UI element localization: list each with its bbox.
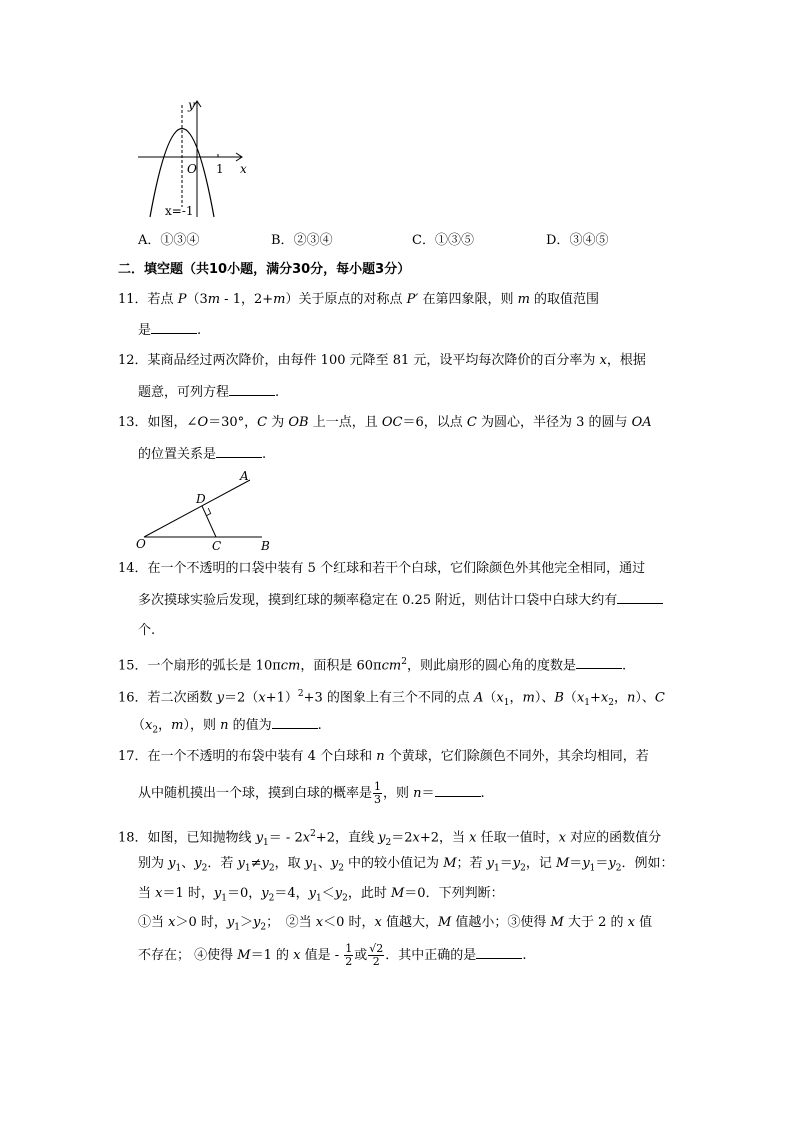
right-angle-mark: [207, 508, 211, 515]
answer-blank[interactable]: [216, 445, 262, 458]
question-16-line2: （$x_2$，m），则 n 的值为 .: [132, 718, 322, 736]
option-text: ①③④: [160, 233, 200, 248]
x-axis: [138, 153, 242, 161]
origin-label: O: [187, 162, 197, 176]
option-letter: A．: [138, 233, 161, 248]
question-12-line1: 12．某商品经过两次降价，由每件 100 元降至 81 元，设平均每次降价的百分率为 x，根据: [118, 353, 646, 368]
y-axis: [193, 101, 201, 217]
answer-blank[interactable]: [476, 946, 522, 959]
angle-figure: [130, 468, 280, 553]
answer-blank[interactable]: [151, 321, 197, 334]
option-c[interactable]: [412, 229, 474, 248]
fraction-one-third: $\frac{1}{3}$: [374, 780, 382, 806]
question-17-line2: 从中随机摸出一个球，摸到白球的概率是 $\frac{1}{3}$ ，则 n＝ .: [138, 780, 485, 806]
point-d-label: D: [196, 492, 206, 506]
option-letter: D．: [546, 233, 570, 248]
question-11-line2: 是 .: [138, 323, 202, 338]
one-label: 1: [216, 162, 224, 176]
parabola-figure: [130, 95, 260, 225]
option-letter: B．: [271, 233, 294, 248]
option-a[interactable]: [138, 229, 199, 248]
question-18-line2: 别为 $y_1$、$y_2$．若 $y_1\ne y_2$，取 $y_1$、$y_2$ 中的较小值记为 M；若 $y_1=y_2$，记 $M=y_1=y_2$．例如：: [138, 856, 674, 874]
option-b[interactable]: [271, 229, 333, 248]
question-13-line2: 的位置关系是 .: [138, 447, 267, 462]
question-14-line1: 14．在一个不透明的口袋中装有 5 个红球和若干个白球，它们除颜色外其他完全相同，通过: [118, 561, 646, 576]
question-14-line2: 多次摸球实验后发现，摸到红球的频率稳定在 0.25 附近，则估计口袋中白球大约有: [138, 591, 663, 610]
option-text: ②③④: [293, 233, 333, 248]
question-16-line1: 16．若二次函数 $y=2(x+1)^2+3$ 的图象上有三个不同的点 $A(x_1$，m）、$B(x_1+x_2$，n）、C: [118, 689, 665, 708]
option-text: ①③⑤: [434, 233, 474, 248]
answer-blank[interactable]: [576, 656, 622, 669]
point-b-label: B: [261, 539, 270, 553]
axis-of-symmetry-label: x=-1: [165, 204, 194, 218]
option-letter: C．: [412, 233, 435, 248]
section-title: 二．填空题（共10小题，满分30分，每小题3分）: [118, 262, 411, 277]
answer-blank[interactable]: [229, 383, 275, 396]
question-18-line5: 不存在； ④使得 M＝1 的 x 值是 - $\frac{1}{2}$ 或 $\frac{√2}{2}$ ．其中正确的是 .: [138, 942, 527, 968]
fraction-root2-over-2: $\frac{√2}{2}$: [369, 942, 384, 968]
answer-blank[interactable]: [435, 784, 481, 797]
question-13-line1: 13．如图，∠O＝30°，C 为 OB 上一点，且 OC＝6，以点 C 为圆心，半径为 3 的圆与 OA: [118, 415, 652, 430]
ray-oa: [144, 480, 250, 537]
question-14-line3: 个.: [138, 623, 156, 638]
question-11-line1: 11．若点 P（3m - 1，2+m）关于原点的对称点 P′ 在第四象限，则 m 的取值范围: [118, 292, 600, 307]
question-12-line2: 题意，可列方程 .: [138, 385, 280, 400]
y-label: y: [188, 98, 195, 112]
fraction-one-half: $\frac{1}{2}$: [345, 942, 353, 968]
point-c-label: C: [212, 539, 222, 553]
question-18-line1: 18．如图，已知抛物线 $y_1= - 2x^2+2$，直线 $y_2=2x+2$，当 x 任取一值时，x 对应的函数值分: [118, 829, 662, 848]
x-label: x: [240, 162, 247, 176]
question-17-line1: 17．在一个不透明的布袋中装有 4 个白球和 n 个黄球，它们除颜色不同外，其余均相同，若: [118, 749, 649, 764]
answer-blank[interactable]: [272, 716, 318, 729]
question-18-line4: ①当 x＞0 时，$y_1>y_2$； ②当 x＜0 时，x 值越大，M 值越小；③使得 M 大于 2 的 x 值: [138, 915, 653, 933]
point-a-label: A: [240, 469, 249, 483]
question-18-line3: 当 x＝1 时，$y_1=0$，$y_2=4$，$y_1<y_2$，此时 M＝0．下列判断：: [138, 886, 504, 904]
option-d[interactable]: [546, 229, 608, 248]
option-text: ③④⑤: [569, 233, 609, 248]
point-o-label: O: [136, 537, 146, 551]
question-15: 15．一个扇形的弧长是 10πcm，面积是 60πcm$^2$，则此扇形的圆心角的度数是 .: [118, 657, 627, 674]
answer-blank[interactable]: [617, 591, 663, 604]
